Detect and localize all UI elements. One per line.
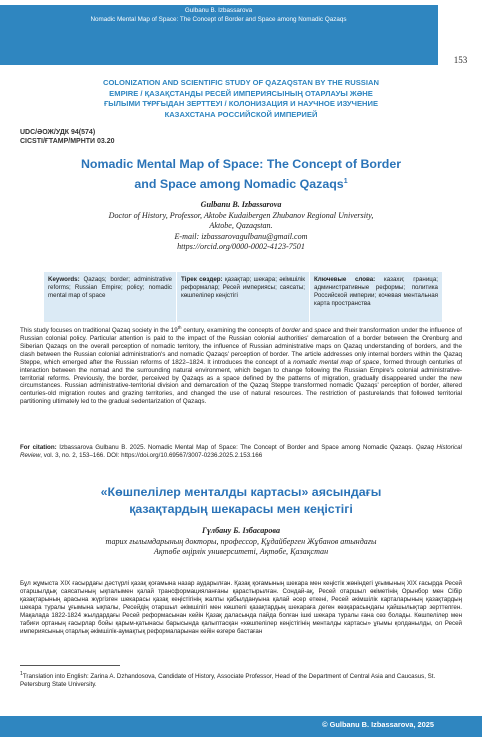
rubric-line: ҒЫЛЫМИ ТҰРҒЫДАН ЗЕРТТЕУІ / КОЛОНИЗАЦИЯ И НАУЧНОЕ ИЗУЧЕНИЕ	[103, 99, 379, 108]
author-orcid[interactable]: https://orcid.org/0000-0002-4123-7501	[177, 242, 305, 252]
kazakh-title-line: «Көшпелілер менталды картасы» аясындағы	[100, 485, 382, 499]
abstract-term: border	[282, 327, 301, 335]
header-article-title: Nomadic Mental Map of Space: The Concept of Border and Space among Nomadic Qazaqs	[90, 16, 347, 23]
rubric-line: КАЗАХСТАНА РОССИЙСКОЙ ИМПЕРИЕЙ	[164, 109, 318, 119]
kazakh-author-block	[20, 526, 462, 558]
abstract	[20, 324, 462, 406]
section-rubric	[20, 78, 462, 120]
keywords-text: Qazaqs; border; administrative reforms; Russian Empire; policy; nomadic mental map of space	[48, 276, 172, 299]
keywords-text: казахи; граница; административные реформы; политика Российской империи; кочевая ментальная карта пространства	[314, 276, 438, 307]
rubric-line: EMPIRE / ҚАЗАҚСТАНДЫ РЕСЕЙ ИМПЕРИЯСЫНЫҢ ОТАРЛАУЫ ЖӘНЕ	[109, 88, 373, 98]
footer-band	[0, 716, 482, 737]
abstract-text: and	[300, 327, 315, 335]
kazakh-title	[20, 484, 462, 518]
kazakh-author-name: Гүлбану Б. Ізбасарова	[202, 526, 280, 535]
citation-doi[interactable]: , vol. 3, no. 2, 153–166. DOI: https://doi.org/10.69567/3007-0236.2025.2.153.166	[40, 451, 263, 459]
footnote-text: Translation into English: Zarina A. Dzhandosova, Candidate of History, Associate Professor, Head of the Department of Central Asia and Caucasus, St. Petersburg State University.	[20, 673, 436, 689]
keywords-label: Тірек сөздер:	[181, 276, 223, 283]
keywords-en	[44, 272, 177, 322]
kazakh-title-line: қазақтардың шекарасы мен кеңістігі	[129, 502, 353, 516]
header-text	[0, 6, 437, 24]
title-line: Nomadic Mental Map of Space: The Concept of Border	[80, 157, 402, 171]
kazakh-abstract: Бұл жұмыста XIX ғасырдағы дәстүрлі қазақ қоғамына назар аударылған. Қазақ қоғамының шекара мен кеңістік жөніндегі ұғымының XIX ғасырда Ресей отаршылдық саясатының ықпалымен қалай трансформацияланғаны қарастырылған. Сондай-ақ, Ресей отаршыл өкіметінің Орынбор мен Сібір қазақтарының арасына жүргізген шекарасы қазақ кеңістігінің жалпы қабылдануына қалай әсер еткені, Ресей әкімшілік карталарының қазақтардың шекара туралы ұғымына ықпалы, Ресейдің отаршыл әкімшілігі мен көшпелі қазақтардың шекараға деген көзқарасындағы қайшылықтар зерттелген. Мақалада 1822-1824 жылдардағы Ресей реформасынан кейін Қазақ даласында пайда болған ішкі шекара туралы ғана сөз болады. Көшпелілер мен табиғи ортаның ғасырлар бойы қарым-қатынасы барысында қалыптасқан «көшпелілер кеңістігінің менталды картасы» ұғымы қолданылды, ол Ресей империясының отарлық әкімшілік-аумақтық реформаларынан кейін өзгере бастаған	[20, 580, 462, 635]
running-header	[0, 0, 482, 65]
keywords-label: Keywords:	[48, 276, 80, 283]
keywords-label: Ключевые слова:	[314, 276, 376, 283]
page-number: 153	[453, 55, 468, 65]
footnote-number: 1	[20, 671, 23, 677]
keywords-ru	[310, 272, 442, 322]
classification-codes	[20, 128, 115, 146]
abstract-paragraph	[20, 324, 462, 406]
page-number-box	[437, 5, 482, 65]
keywords-box	[44, 272, 442, 322]
article-title	[20, 156, 462, 193]
author-affiliation: Aktobe, Qazaqstan.	[209, 221, 273, 231]
author-name: Gulbanu B. Izbassarova	[200, 200, 282, 209]
header-author: Gulbanu B. Izbassarova	[184, 7, 253, 14]
abstract-text: and their transformation under the influence of Russian colonial policy. Particular attention is paid to the impact of the Russian colonial authorities' demarcation of a border between the Orenburg and Siberian Qazaqs on the overall perception of nomadic territory, the influence of Russian administrative maps on Qazaq understanding of borders, and the clash between the Russian colonial administration's and nomadic Qazaqs' perception of border. The article addresses only internal borders within the Qazaq Steppe, which emerged after the Russian reforms of 1822–1824. It introduces the concept of a	[20, 327, 462, 366]
citation-text: Izbassarova Gulbanu B. 2025. Nomadic Mental Map of Space: The Concept of Border and Space among Nomadic Qazaqs.	[56, 444, 416, 451]
kazakh-author-affiliation: Ақтөбе өңірлік университеті, Ақтөбе, Қазақстан	[153, 547, 329, 556]
rubric-line: COLONIZATION AND SCIENTIFIC STUDY OF QAZAQSTAN BY THE RUSSIAN	[103, 78, 379, 87]
abstract-superscript: th	[177, 325, 182, 330]
citation-label: For citation:	[20, 444, 57, 451]
footnote-divider	[20, 665, 120, 666]
keywords-kz	[177, 272, 310, 322]
citation	[20, 444, 462, 460]
udc-code: UDC/ӘОЖ/УДК 94(574)	[20, 129, 96, 136]
footnote	[20, 670, 462, 689]
abstract-term: space	[314, 327, 332, 335]
keywords-text: қазақтар; шекара; әкімшілік реформалар; Ресей империясы; саясаты; көшпелілер кеңістігі	[181, 276, 305, 299]
author-block	[20, 200, 462, 253]
citation-journal: Qazaq Historical Review	[20, 444, 462, 459]
author-affiliation: Doctor of History, Professor, Aktobe Kudaibergen Zhubanov Regional University,	[108, 210, 374, 220]
title-line	[20, 173, 462, 193]
abstract-text: century, examining the concepts of	[181, 327, 283, 335]
abstract-text: , formed through centuries of interaction between the nomad and the surrounding natural environment, which began to change following the Russian Empire's colonial administrative-territorial reforms. Previously, the border, perceived by Qazaqs as a space defined by the patterns of migration, gradually disappeared under the new circumstances. Russian administrative-territorial division and demarcation of the Qazaq Steppe transformed nomadic Qazaqs' perception of border, altered centuries-old migration routes and grazing territories, and changed the use of natural resources. The restriction of pasturelands that followed territorial partitioning ultimately led to the gradual sedentarization of Qazaqs.	[20, 358, 462, 406]
footnote-mark[interactable]: 1	[343, 178, 348, 185]
cicsti-code: CICSTI/ҒТАМР/МРНТИ 03.20	[20, 138, 115, 145]
copyright: © Gulbanu B. Izbassarova, 2025	[322, 720, 434, 729]
abstract-text: This study focuses on traditional Qazaq society in the 19	[20, 327, 178, 335]
author-email[interactable]: E-mail: izbassarovagulbanu@gmail.com	[174, 231, 308, 241]
title-line-text: and Space among Nomadic Qazaqs	[134, 177, 344, 192]
abstract-term: nomadic mental map of space	[293, 358, 380, 366]
kazakh-author-affiliation: тарих ғылымдарының докторы, профессор, Құдайберген Жұбанов атындағы	[105, 536, 377, 546]
